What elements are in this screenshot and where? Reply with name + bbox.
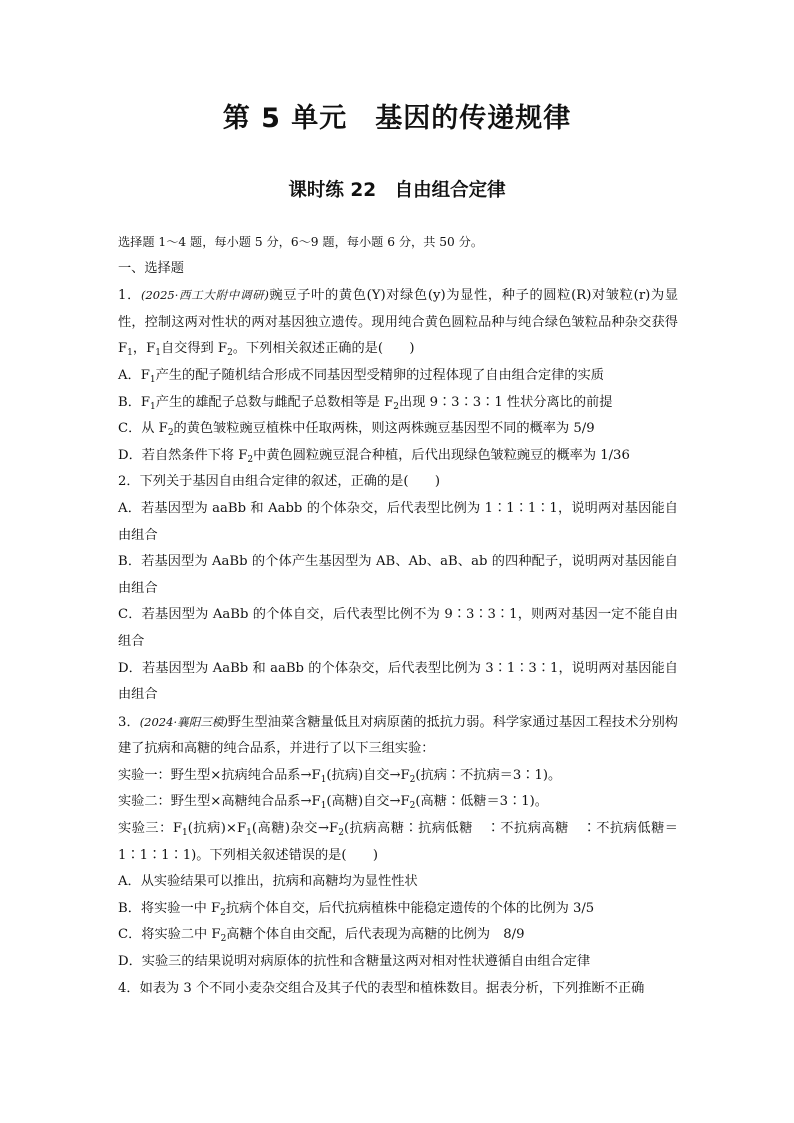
document-body — [118, 229, 678, 1002]
question-4-stem: 4．如表为 3 个不同小麦杂交组合及其子代的表型和植株数目。据表分析，下列推断不正确 — [118, 980, 645, 996]
question-1-option-b: B．$F_1$产生的雄配子总数与雌配子总数相等是 $F_2$出现 9∶3∶3∶1 性状分离比的前提 — [118, 394, 613, 412]
question-2-option-b: B．若基因型为 AaBb 的个体产生基因型为 AB、Ab、aB、ab 的四种配子，说明两对基因能自由组合 — [118, 554, 678, 596]
question-2-option-c: C．若基因型为 AaBb 的个体自交，后代表型比例不为 9∶3∶3∶1，则两对基因一定不能自由组合 — [118, 607, 678, 649]
lesson-title: 课时练 22 自由组合定律 — [288, 180, 506, 201]
question-3-option-a: A．从实验结果可以推出，抗病和高糖均为显性性状 — [118, 874, 418, 890]
question-1-option-c: C．从 $F_2$的黄色皱粒豌豆植株中任取两株，则这两株豌豆基因型不同的概率为 5/9 — [118, 421, 595, 439]
instructions: 选择题 1～4 题，每小题 5 分，6～9 题，每小题 6 分，共 50 分。 — [118, 235, 484, 249]
section-label: 一、选择题 — [118, 260, 184, 276]
question-source: (2025·西工大附中调研) — [140, 288, 269, 303]
question-1-option-a: A．$F_1$产生的配子随机结合形成不同基因型受精卵的过程体现了自由组合定律的实质 — [118, 367, 604, 385]
question-2-option-d: D．若基因型为 AaBb 和 aaBb 的个体杂交，后代表型比例为 3∶1∶3∶1，说明两对基因能自由组合 — [118, 660, 678, 703]
question-3-option-b: B．将实验一中 $F_2$抗病个体自交，后代抗病植株中能稳定遗传的个体的比例为 3/5 — [118, 900, 595, 918]
question-2-stem: 2．下列关于基因自由组合定律的叙述，正确的是( ) — [118, 474, 440, 490]
question-source: (2024·襄阳三模) — [139, 714, 228, 729]
question-3-option-d: D．实验三的结果说明对病原体的抗性和含糖量这两对相对性状遵循自由组合定律 — [118, 954, 591, 970]
question-1-option-d: D．若自然条件下将 $F_2$中黄色圆粒豌豆混合种植，后代出现绿色皱粒豌豆的概率为 1/36 — [118, 447, 630, 465]
question-3-option-c: C．将实验二中 $F_2$高糖个体自由交配，后代表现为高糖的比例为 8/9 — [118, 927, 525, 945]
question-3-experiment-1: 实验一：野生型×抗病纯合品系$\to F_1$(抗病)自交$\to F_2$(抗病∶不抗病＝3∶1)。 — [118, 767, 562, 785]
question-3-stem: 3．(2024·襄阳三模)野生型油菜含糖量低且对病原菌的抵抗力弱。科学家通过基因工程技术分别构建了抗病和高糖的纯合品系，并进行了以下三组实验： — [118, 714, 678, 757]
unit-title: 第 5 单元 基因的传递规律 — [222, 103, 572, 134]
question-1-stem: 1．(2025·西工大附中调研)豌豆子叶的黄色(Y)对绿色(y)为显性，种子的圆粒(R)对皱粒(r)为显性，控制这两对性状的两对基因独立遗传。现用纯合黄色圆粒品种与纯合绿色皱粒品种杂交获得 $F_1$，$F_1$自交得到 $F_2$。下列相关叙述正确的是( ) — [118, 288, 679, 359]
question-3-experiment-2: 实验二：野生型×高糖纯合品系$\to F_1$(高糖)自交$\to F_2$(高糖∶低糖＝3∶1)。 — [118, 794, 548, 812]
question-3-experiment-3: 实验三：$F_1$(抗病)$\times F_1$(高糖)杂交$\to F_2$(抗病高糖∶抗病低糖 ∶不抗病高糖 ∶不抗病低糖＝1∶1∶1∶1)。下列相关叙述错误的是( ) — [118, 821, 678, 863]
question-2-option-a: A．若基因型为 aaBb 和 Aabb 的个体杂交，后代表型比例为 1∶1∶1∶1，说明两对基因能自由组合 — [118, 500, 678, 543]
